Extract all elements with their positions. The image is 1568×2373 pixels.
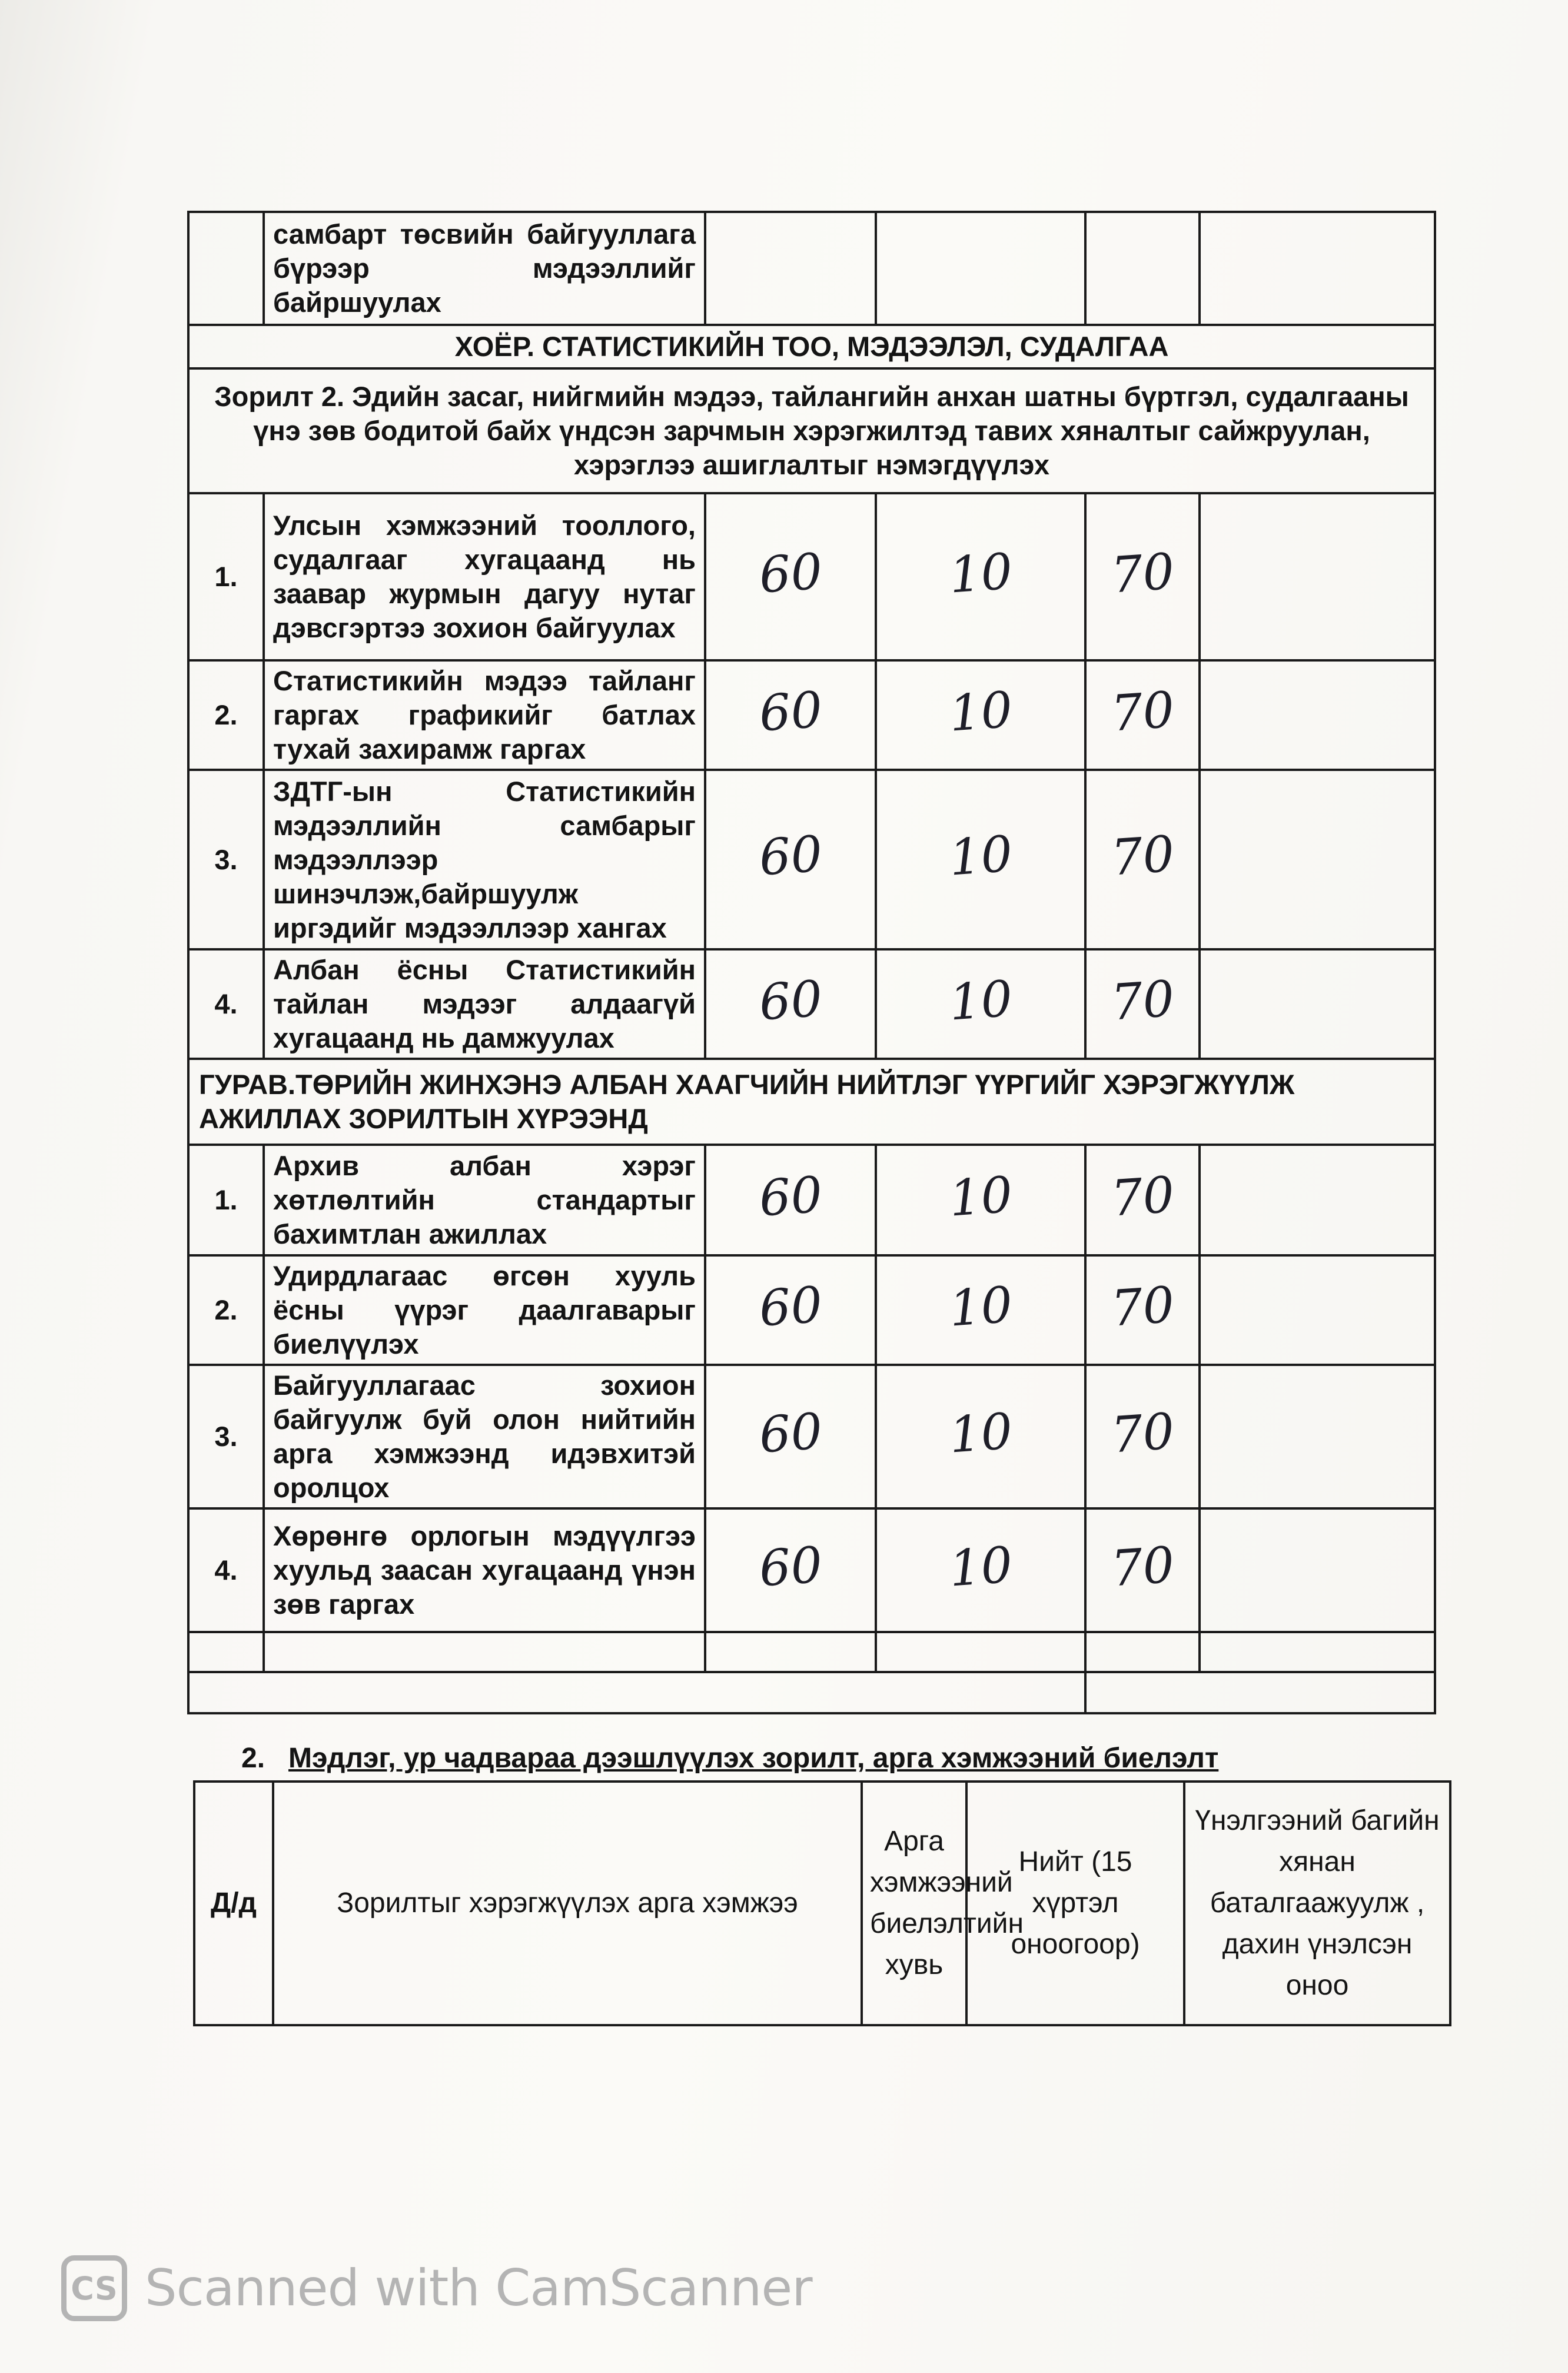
section2-objective: Зорилт 2. Эдийн засаг, нийгмийн мэдээ, тайлангийн анхан шатны бүртгэл, судалгааны үнэ зөв бодитой байх үндсэн зарчмын хэрэгжилтэд тавих хяналтыг сайжруулан, хэрэглээ ашиглалтыг нэмэгдүүлэх — [188, 368, 1435, 493]
empty-row — [188, 1632, 1435, 1672]
handwritten-score: 60 — [757, 680, 824, 743]
handwritten-score: 10 — [947, 1535, 1014, 1598]
table-row — [188, 1365, 1435, 1508]
handwritten-score: 60 — [757, 1165, 824, 1228]
header-total: Нийт (15 хүртэл оноогоор) — [966, 1782, 1184, 2025]
handwritten-score: 70 — [1109, 1275, 1176, 1338]
section-two-heading: Мэдлэг, ур чадвараа дээшлүүлэх зорилт, арга хэмжээний биелэлт — [288, 1743, 1219, 1774]
handwritten-score: 10 — [947, 969, 1014, 1032]
handwritten-score: 60 — [757, 825, 824, 887]
row-description: ЗДТГ-ын Статистикийн мэдээллийн самбарыг мэдээллээр шинэчлэж,байршуулж иргэдийг мэдээллээр хангах — [264, 770, 705, 949]
handwritten-score: 70 — [1109, 1401, 1176, 1464]
handwritten-score: 60 — [757, 1401, 824, 1464]
row-description: Байгууллагаас зохион байгуулж буй олон нийтийн арга хэмжээнд идэвхитэй оролцох — [264, 1365, 705, 1508]
row-number: 4. — [188, 1508, 264, 1632]
row-description: Улсын хэмжээний тооллого, судалгааг хугацаанд нь заавар журмын дагуу нутаг дэвсгэртээ зохион байгуулах — [264, 493, 705, 660]
section-header — [188, 325, 1435, 368]
table-row — [188, 660, 1435, 770]
evaluation-table — [187, 211, 1436, 1714]
row-description: Архив албан хэрэг хөтлөлтийн стандартыг бахимтлан ажиллах — [264, 1145, 705, 1255]
handwritten-score: 10 — [947, 1401, 1014, 1464]
section-two-title — [241, 1742, 1360, 1774]
row-number: 1. — [188, 1145, 264, 1255]
table-row — [188, 1255, 1435, 1365]
row-number: 3. — [188, 770, 264, 949]
row-number: 4. — [188, 949, 264, 1059]
handwritten-score: 70 — [1109, 825, 1176, 887]
row-description: Удирдлагаас өгсөн хууль ёсны үүрэг даалгаварыг биелүүлэх — [264, 1255, 705, 1365]
handwritten-score: 60 — [757, 1275, 824, 1338]
section-header — [188, 1059, 1435, 1145]
table-row — [188, 1508, 1435, 1632]
header-num: Д/д — [194, 1782, 273, 2025]
row-number: 2. — [188, 1255, 264, 1365]
handwritten-score: 70 — [1109, 1165, 1176, 1228]
section-two-number: 2. — [241, 1743, 265, 1774]
row-number: 1. — [188, 493, 264, 660]
section2-title: ХОЁР. СТАТИСТИКИЙН ТОО, МЭДЭЭЛЭЛ, СУДАЛГАА — [188, 325, 1435, 368]
handwritten-score: 60 — [757, 1535, 824, 1598]
row-number: 3. — [188, 1365, 264, 1508]
row-number: 2. — [188, 660, 264, 770]
table-row — [188, 493, 1435, 660]
table-header-row — [194, 1782, 1450, 2025]
objective-row — [188, 368, 1435, 493]
header-measure: Зорилтыг хэрэгжүүлэх арга хэмжээ — [273, 1782, 862, 2025]
header-review: Үнэлгээний багийн хянан баталгаажуулж , дахин үнэлсэн оноо — [1184, 1782, 1450, 2025]
row-description: Статистикийн мэдээ тайланг гаргах графикийг батлах тухай захирамж гаргах — [264, 660, 705, 770]
row-description: Албан ёсны Статистикийн тайлан мэдээг алдаагүй хугацаанд нь дамжуулах — [264, 949, 705, 1059]
table-row — [188, 1145, 1435, 1255]
handwritten-score: 70 — [1109, 541, 1176, 604]
handwritten-score: 10 — [947, 1275, 1014, 1338]
row-description: самбарт төсвийн байгууллага бүрээр мэдээллийг байршуулах — [264, 212, 705, 325]
table-row — [188, 949, 1435, 1059]
row-description: Хөрөнгө орлогын мэдүүлгээ хуульд заасан хугацаанд үнэн зөв гаргах — [264, 1508, 705, 1632]
handwritten-score: 60 — [757, 969, 824, 1032]
handwritten-score: 70 — [1109, 969, 1176, 1032]
section3-title: ГУРАВ.ТӨРИЙН ЖИНХЭНЭ АЛБАН ХААГЧИЙН НИЙТЛЭГ ҮҮРГИЙГ ХЭРЭГЖҮҮЛЖ АЖИЛЛАХ ЗОРИЛТЫН ХҮРЭЭНД — [188, 1059, 1435, 1145]
skills-table — [193, 1780, 1451, 2026]
camscanner-logo-icon: CS — [61, 2255, 127, 2321]
handwritten-score: 10 — [947, 541, 1014, 604]
handwritten-score: 70 — [1109, 680, 1176, 743]
handwritten-score: 70 — [1109, 1535, 1176, 1598]
handwritten-score: 10 — [947, 1165, 1014, 1228]
camscanner-watermark — [61, 2253, 812, 2324]
watermark-text: Scanned with CamScanner — [145, 2259, 812, 2318]
handwritten-score: 10 — [947, 680, 1014, 743]
handwritten-score: 60 — [757, 541, 824, 604]
empty-row — [188, 1672, 1435, 1713]
handwritten-score: 10 — [947, 825, 1014, 887]
table-row — [188, 212, 1435, 325]
table-row — [188, 770, 1435, 949]
header-percent: Арга хэмжээний биелэлтийн хувь — [862, 1782, 966, 2025]
